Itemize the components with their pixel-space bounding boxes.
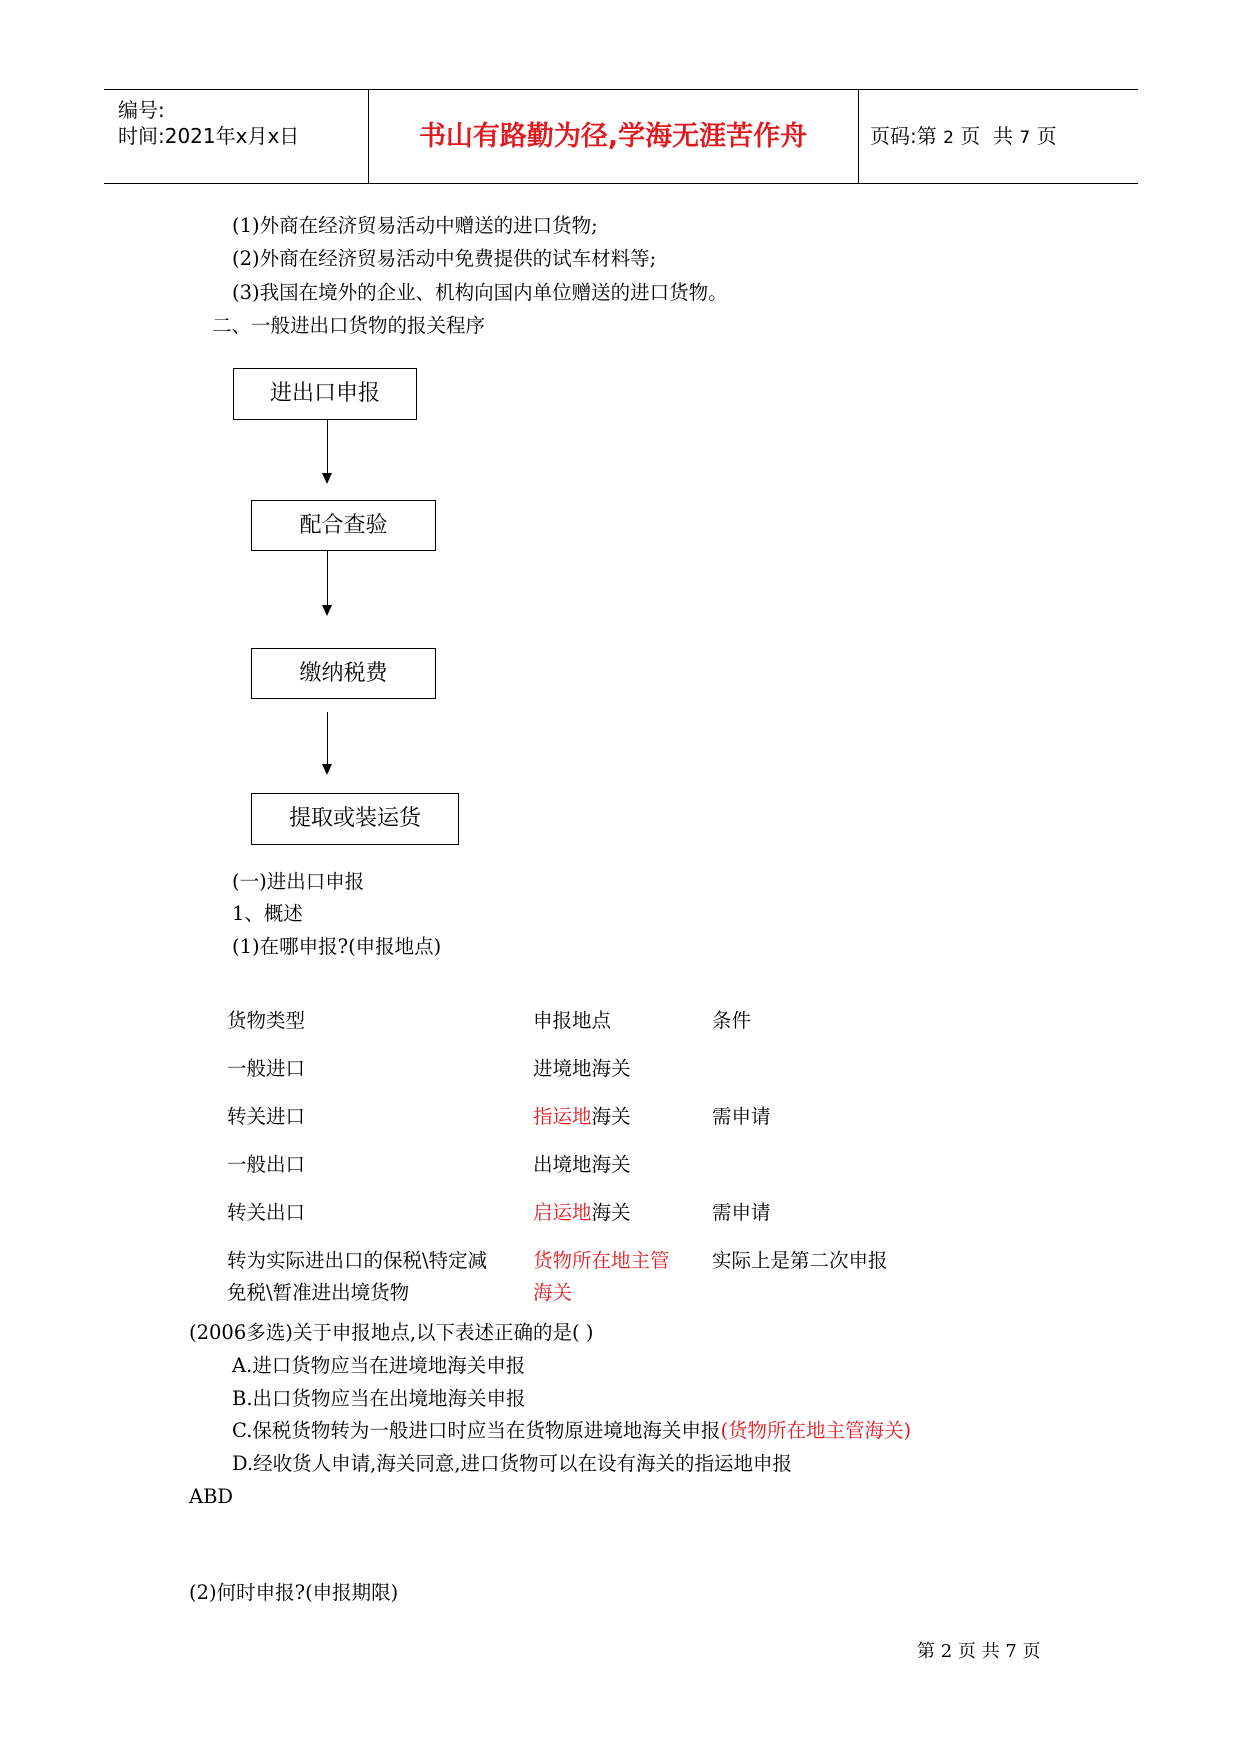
table-cell-place: 进境地海关 [533,1057,631,1080]
flow-step-pickup: 提取或装运货 [251,793,459,845]
intro-item: (3)我国在境外的企业、机构向国内单位赠送的进口货物。 [232,281,728,304]
flow-step-tax: 缴纳税费 [251,648,436,699]
exam-answer: ABD [189,1485,234,1508]
table-cell-type: 一般进口 [227,1057,306,1080]
header-motto: 书山有路勤为径,学海无涯苦作舟 [418,121,808,152]
flow-arrow [327,551,328,607]
arrow-down-icon [322,764,332,775]
page-total: 7 [1019,128,1031,148]
flow-step-declare: 进出口申报 [233,368,417,420]
table-cell-type: 一般出口 [227,1153,306,1176]
arrow-down-icon [322,473,332,484]
flow-arrow [327,712,328,765]
table-cell-condition: 实际上是第二次申报 [712,1249,888,1272]
intro-item: (1)外商在经济贸易活动中赠送的进口货物; [232,214,598,237]
table-cell-type: 转关进口 [227,1105,306,1128]
subsection-title: (一)进出口申报 [232,870,365,893]
table-cell-place-line2: 海关 [533,1281,573,1304]
document-number-label: 编号: [118,98,165,122]
page-footer: 第 2 页 共 7 页 [917,1641,1041,1662]
question-where: (1)在哪申报?(申报地点) [232,935,442,958]
exam-option-b: B.出口货物应当在出境地海关申报 [232,1387,526,1410]
section-title: 二、一般进出口货物的报关程序 [212,314,486,337]
page-mid: 页 共 [960,124,1014,148]
exam-option-a: A.进口货物应当在进境地海关申报 [232,1354,526,1377]
table-header-type: 货物类型 [227,1009,306,1032]
table-cell-condition: 需申请 [712,1201,771,1224]
document-time-label: 时间:2021年x月x日 [118,124,300,148]
table-cell-place: 出境地海关 [533,1153,631,1176]
flow-step-inspection: 配合查验 [251,500,436,551]
table-cell-type-line2: 免税\暂准进出境货物 [227,1281,410,1304]
flow-arrow [327,420,328,474]
header-divider-right [858,90,859,183]
page-header [104,89,1138,184]
question-when: (2)何时申报?(申报期限) [189,1581,399,1604]
exam-option-c: C.保税货物转为一般进口时应当在货物原进境地海关申报(货物所在地主管海关) [232,1419,912,1442]
header-page-number [870,90,1136,183]
table-header-condition: 条件 [712,1009,752,1032]
table-cell-place-line1: 货物所在地主管 [533,1249,670,1272]
overview-heading: 1、概述 [232,902,303,925]
table-cell-place: 启运地海关 [533,1201,631,1224]
intro-item: (2)外商在经济贸易活动中免费提供的试车材料等; [232,247,657,270]
table-header-place: 申报地点 [533,1009,612,1032]
table-cell-type-line1: 转为实际进出口的保税\特定减 [227,1249,488,1272]
page-suffix: 页 [1036,124,1057,148]
table-cell-condition: 需申请 [712,1105,771,1128]
table-cell-place: 指运地海关 [533,1105,631,1128]
arrow-down-icon [322,605,332,616]
table-cell-type: 转关出口 [227,1201,306,1224]
page-current: 2 [943,128,954,148]
page-prefix: 页码:第 [870,124,937,148]
exam-option-d: D.经收货人申请,海关同意,进口货物可以在设有海关的指运地申报 [232,1452,793,1475]
exam-question: (2006多选)关于申报地点,以下表述正确的是( ) [189,1321,594,1344]
